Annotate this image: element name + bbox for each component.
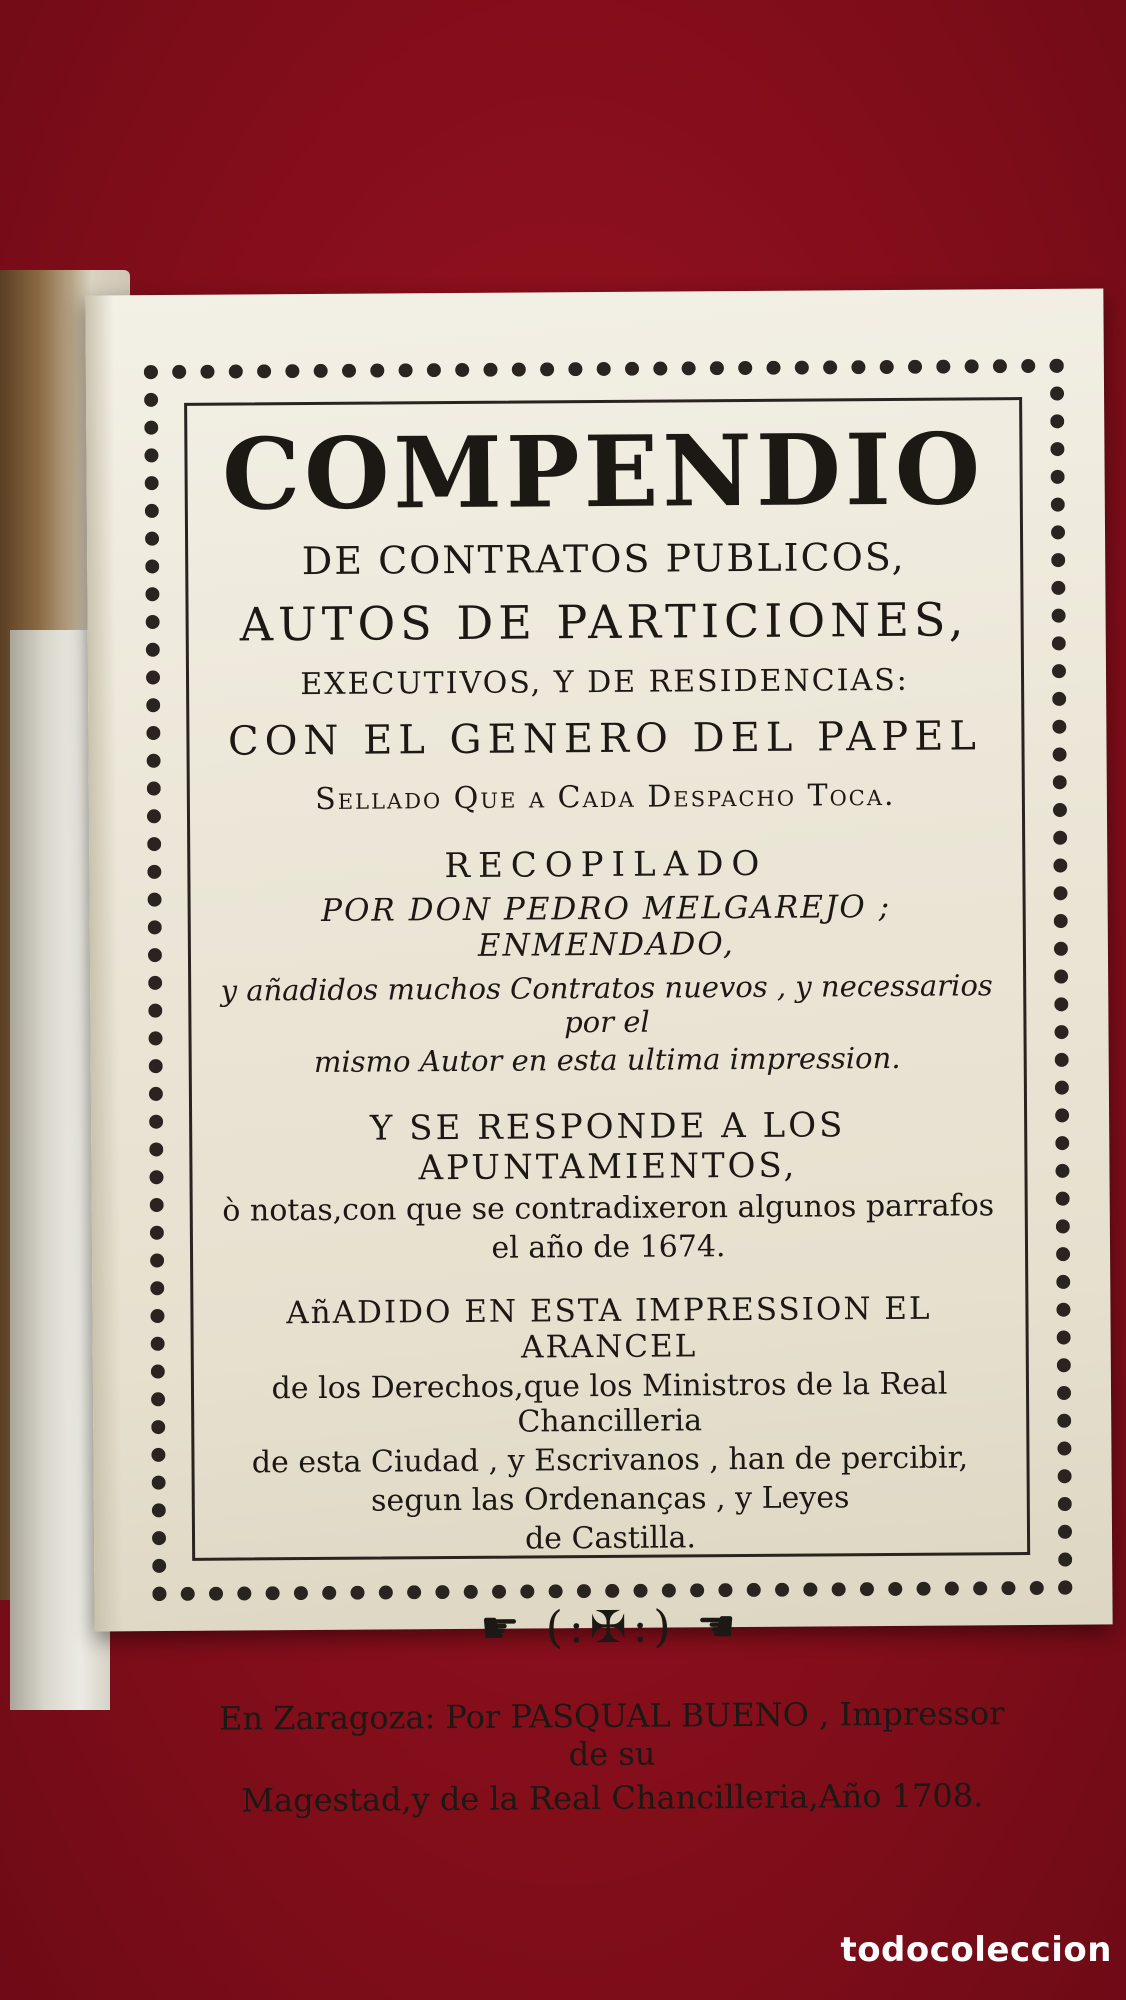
imprint-line-1: En Zaragoza: Por PASQUAL BUENO , Impressor de su [218, 1694, 1005, 1774]
additions-line-2: mismo Autor en esta ultima impression. [313, 1040, 901, 1079]
apuntamientos-line: Y SE RESPONDE A LOS APUNTAMIENTOS, [369, 1105, 846, 1189]
ciudad-line: de esta Ciudad , y Escrivanos , han de percibir, [251, 1440, 969, 1481]
year-line: el año de 1674. [491, 1229, 726, 1266]
arancel-line: AñADIDO EN ESTA IMPRESSION EL ARANCEL [286, 1290, 932, 1366]
notas-line: ò notas,con que se contradixeron algunos parrafos [222, 1188, 995, 1229]
author-line: POR DON PEDRO MELGAREJO ; ENMENDADO, [321, 888, 892, 964]
derechos-line: de los Derechos,que los Ministros de la Real Chancilleria [271, 1366, 948, 1440]
subtitle-line-1: DE CONTRATOS PUBLICOS, [301, 534, 906, 583]
subtitle-line-5: Sellado Que a Cada Despacho Toca. [315, 777, 896, 817]
site-watermark: todocoleccion [840, 1930, 1112, 1970]
printers-ornament: ☛ (:✠:) ☚ [480, 1600, 743, 1654]
castilla-line: de Castilla. [524, 1520, 697, 1557]
recopilado-line: RECOPILADO [444, 843, 768, 886]
additions-line-1: y añadidos muchos Contratos nuevos , y necessarios por el [220, 968, 993, 1040]
book-title: COMPENDIO [221, 412, 985, 533]
title-page [85, 288, 1112, 1820]
subtitle-line-4: CON EL GENERO DEL PAPEL [227, 713, 983, 765]
ordenanzas-line: segun las Ordenanças , y Leyes [370, 1480, 850, 1519]
subtitle-line-3: EXECUTIVOS, Y DE RESIDENCIAS: [300, 662, 909, 702]
imprint-line-2: Magestad,y de la Real Chancilleria,Año 1708. [241, 1776, 984, 1820]
title-text-block [196, 412, 1019, 1820]
subtitle-line-2: AUTOS DE PARTICIONES, [239, 592, 969, 652]
